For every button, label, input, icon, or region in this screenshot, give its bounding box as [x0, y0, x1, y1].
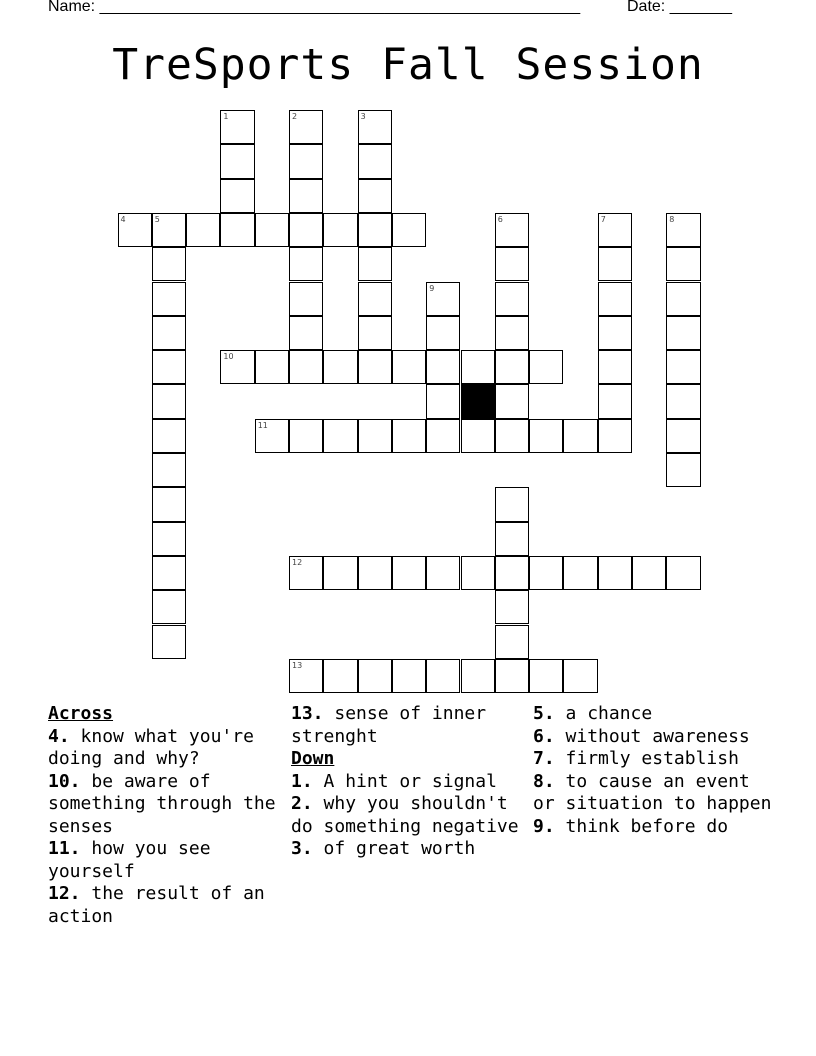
cell-number: 6: [497, 214, 503, 224]
grid-cell[interactable]: [598, 316, 632, 350]
grid-cell[interactable]: [323, 419, 357, 453]
grid-cell[interactable]: [426, 419, 460, 453]
across-clue-12: [48, 883, 288, 928]
grid-cell[interactable]: [358, 350, 392, 384]
grid-cell[interactable]: [426, 384, 460, 418]
cell-number: 9: [429, 283, 435, 293]
cell-number: 5: [154, 214, 160, 224]
grid-cell[interactable]: [426, 316, 460, 350]
grid-cell[interactable]: [358, 316, 392, 350]
clue-text: why you shouldn't do something negative: [291, 793, 519, 837]
grid-cell[interactable]: [152, 487, 186, 521]
grid-cell[interactable]: [666, 453, 700, 487]
grid-cell[interactable]: [529, 419, 563, 453]
across-clue-10: [48, 771, 288, 839]
cell-number: 11: [257, 420, 268, 430]
across-heading: Across: [48, 703, 114, 724]
clue-text: know what you're doing and why?: [48, 725, 254, 769]
grid-cell[interactable]: [666, 316, 700, 350]
clue-number: 5.: [533, 703, 555, 724]
grid-cell[interactable]: [495, 659, 529, 693]
grid-cell[interactable]: [152, 453, 186, 487]
grid-cell[interactable]: [358, 110, 392, 144]
grid-cell[interactable]: [632, 556, 666, 590]
grid-cell[interactable]: [392, 419, 426, 453]
grid-cell[interactable]: [461, 659, 495, 693]
grid-cell[interactable]: [495, 316, 529, 350]
grid-cell[interactable]: [666, 384, 700, 418]
grid-cell[interactable]: [598, 247, 632, 281]
clue-text: of great worth: [323, 838, 476, 859]
clue-number: 3.: [291, 838, 313, 859]
grid-cell[interactable]: [495, 556, 529, 590]
clue-text: think before do: [565, 815, 729, 837]
grid-cell[interactable]: [495, 590, 529, 624]
grid-cell[interactable]: [666, 282, 700, 316]
grid-cell[interactable]: [323, 213, 357, 247]
grid-cell[interactable]: [152, 419, 186, 453]
cell-number: 1: [223, 112, 229, 121]
clue-text: the result of an action: [48, 883, 265, 927]
cell-number: 13: [292, 660, 303, 670]
grid-cell[interactable]: [358, 144, 392, 178]
clue-number: 2.: [291, 793, 313, 814]
grid-cell[interactable]: [289, 110, 323, 144]
grid-cell[interactable]: [152, 247, 186, 281]
clue-text: be aware of something through the senses: [48, 770, 276, 837]
across-clue-4: [48, 726, 288, 771]
grid-cell[interactable]: [152, 590, 186, 624]
clue-text: without awareness: [565, 725, 750, 747]
grid-cell[interactable]: [392, 659, 426, 693]
clues-column-3: [533, 703, 773, 838]
grid-cell[interactable]: [358, 419, 392, 453]
grid-cell[interactable]: [220, 179, 254, 213]
down-clue-8: [533, 771, 773, 816]
down-heading: Down: [291, 748, 335, 769]
grid-cell[interactable]: [255, 213, 289, 247]
grid-cell[interactable]: [392, 556, 426, 590]
grid-cell[interactable]: [495, 522, 529, 556]
grid-cell[interactable]: [289, 179, 323, 213]
grid-cell[interactable]: [323, 556, 357, 590]
clue-text: firmly establish: [565, 748, 739, 769]
grid-cell[interactable]: [152, 350, 186, 384]
grid-cell[interactable]: [220, 350, 254, 384]
grid-cell[interactable]: [289, 316, 323, 350]
clue-text: how you see yourself: [48, 838, 211, 882]
grid-cell[interactable]: [358, 659, 392, 693]
grid-cell[interactable]: [529, 350, 563, 384]
grid-cell[interactable]: [563, 419, 597, 453]
clue-number: 6.: [533, 725, 555, 747]
clue-number: 7.: [533, 748, 555, 769]
down-clue-9: [533, 816, 773, 839]
grid-cell[interactable]: [358, 556, 392, 590]
grid-cell[interactable]: [392, 213, 426, 247]
grid-cell[interactable]: [666, 213, 700, 247]
clues-column-1: [48, 703, 288, 928]
grid-cell[interactable]: [152, 384, 186, 418]
grid-cell[interactable]: [220, 144, 254, 178]
down-clue-5: [533, 703, 773, 726]
grid-cell[interactable]: [220, 110, 254, 144]
cell-number: 7: [600, 214, 606, 224]
grid-cell[interactable]: [289, 659, 323, 693]
grid-cell[interactable]: [255, 350, 289, 384]
grid-cell[interactable]: [358, 179, 392, 213]
grid-cell[interactable]: [426, 659, 460, 693]
clue-text: to cause an event or situation to happen: [533, 770, 772, 814]
grid-cell[interactable]: [152, 556, 186, 590]
down-clue-1: [291, 771, 531, 794]
cell-number: 2: [292, 112, 298, 121]
clues-column-2: [291, 703, 531, 861]
grid-cell[interactable]: [152, 522, 186, 556]
clue-number: 11.: [48, 838, 81, 859]
grid-cell[interactable]: [461, 419, 495, 453]
grid-cell[interactable]: [323, 350, 357, 384]
cell-number: 12: [292, 557, 303, 567]
grid-cell[interactable]: [598, 213, 632, 247]
clue-number: 10.: [48, 770, 81, 792]
grid-cell[interactable]: [118, 213, 152, 247]
grid-cell[interactable]: [666, 350, 700, 384]
clue-number: 13.: [291, 703, 324, 724]
grid-cell[interactable]: [152, 625, 186, 659]
down-clue-6: [533, 726, 773, 749]
grid-cell[interactable]: [323, 659, 357, 693]
grid-cell[interactable]: [461, 350, 495, 384]
grid-cell[interactable]: [426, 282, 460, 316]
cell-number: 4: [120, 214, 126, 224]
grid-cell[interactable]: [152, 213, 186, 247]
grid-cell[interactable]: [152, 282, 186, 316]
grid-cell[interactable]: [289, 350, 323, 384]
grid-cell[interactable]: [495, 282, 529, 316]
grid-cell[interactable]: [666, 556, 700, 590]
cell-number: 10: [223, 352, 234, 362]
grid-cell[interactable]: [152, 316, 186, 350]
grid-cell[interactable]: [358, 213, 392, 247]
grid-cell[interactable]: [666, 419, 700, 453]
grid-cell[interactable]: [598, 282, 632, 316]
grid-cell[interactable]: [529, 556, 563, 590]
clue-text: a chance: [565, 703, 653, 724]
grid-cell[interactable]: [392, 350, 426, 384]
grid-cell[interactable]: [598, 350, 632, 384]
grid-cell[interactable]: [495, 419, 529, 453]
grid-cell[interactable]: [255, 419, 289, 453]
grid-cell[interactable]: [563, 556, 597, 590]
clue-text: A hint or signal: [323, 770, 497, 792]
name-field-label: Name: ______________________________________________________: [48, 0, 581, 15]
grid-cell[interactable]: [495, 213, 529, 247]
grid-cell[interactable]: [289, 144, 323, 178]
grid-cell[interactable]: [666, 247, 700, 281]
grid-cell[interactable]: [495, 487, 529, 521]
clue-number: 4.: [48, 725, 70, 747]
across-clue-13: [291, 703, 531, 748]
grid-cell[interactable]: [495, 625, 529, 659]
grid-cell[interactable]: [358, 247, 392, 281]
clue-number: 1.: [291, 770, 313, 792]
grid-cell[interactable]: [495, 350, 529, 384]
grid-cell[interactable]: [598, 384, 632, 418]
grid-cell[interactable]: [289, 282, 323, 316]
grid-cell[interactable]: [529, 659, 563, 693]
grid-cell[interactable]: [358, 282, 392, 316]
date-field-label: Date: _______: [627, 0, 732, 15]
grid-cell[interactable]: [426, 556, 460, 590]
cell-number: 3: [360, 112, 366, 121]
blocked-cell: [461, 384, 495, 418]
grid-cell[interactable]: [495, 247, 529, 281]
grid-cell[interactable]: [289, 213, 323, 247]
grid-cell[interactable]: [461, 556, 495, 590]
grid-cell[interactable]: [186, 213, 220, 247]
down-clue-7: [533, 748, 773, 771]
down-clue-2: [291, 793, 531, 838]
clue-text: sense of inner strenght: [291, 703, 487, 747]
down-clue-3: [291, 838, 531, 861]
clue-number: 12.: [48, 883, 81, 904]
grid-cell[interactable]: [289, 556, 323, 590]
cell-number: 8: [669, 214, 675, 224]
grid-cell[interactable]: [598, 419, 632, 453]
grid-cell[interactable]: [598, 556, 632, 590]
grid-cell[interactable]: [289, 247, 323, 281]
grid-cell[interactable]: [220, 213, 254, 247]
clue-number: 8.: [533, 770, 555, 792]
across-clue-11: [48, 838, 288, 883]
grid-cell[interactable]: [426, 350, 460, 384]
grid-cell[interactable]: [289, 419, 323, 453]
grid-cell[interactable]: [495, 384, 529, 418]
clue-number: 9.: [533, 815, 555, 837]
page-title: TreSports Fall Session: [112, 40, 704, 90]
grid-cell[interactable]: [563, 659, 597, 693]
